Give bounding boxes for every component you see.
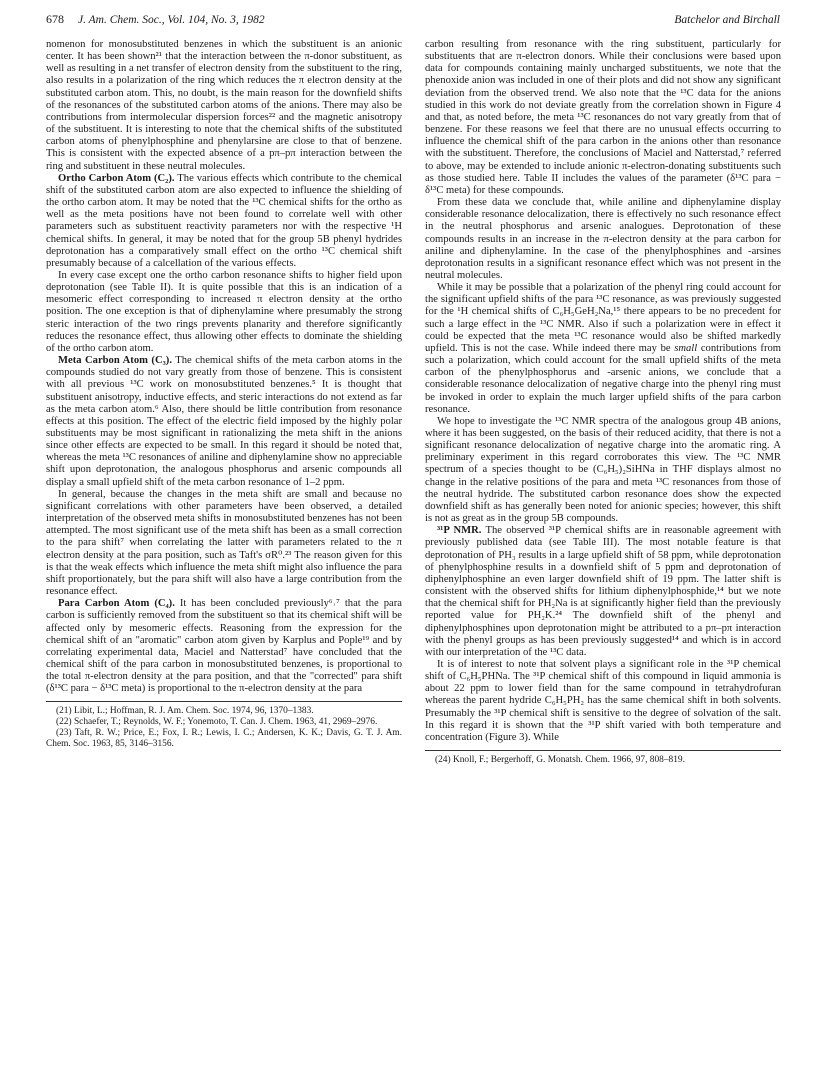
paragraph: From these data we conclude that, while aniline and diphenylamine display considerable resonance delocalization, there is effectively no such resonance effect in the neutral phosphorus and arsenic analogues. Deprotonation of these compounds results in an increase in the π-electron density at the para carbon for aniline and diphenylamine. In the case of the phenylphosphines and -arsines deprotonation results in a significant resonance effect which was not present in the neutral molecules. xyxy=(425,197,781,281)
paragraph-text: It has been concluded previously⁶˒⁷ that the para carbon is sufficiently removed from the substituent so that its chemical shift will be affected only by mesomeric effects. Reasoning from the expression for the chemical shift of an "aromatic" carbon atom given by Karplus and Pople¹⁹ and by correlating experimental data, Maciel and Natterstad⁷ have concluded that the chemical shift of the para carbon in monosubstituted benzenes, is proportional to the total π-electron density at the para position, and that the "corrected" para shift (δ¹³C para − δ¹³C meta) is proportional to the π-electron density at the para xyxy=(46,598,402,695)
left-column xyxy=(46,39,402,750)
right-column xyxy=(425,39,781,766)
paragraph-text: The observed ³¹P chemical shifts are in reasonable agreement with previously published data (see Table III). The most notable feature is that deprotonation of PH₃ results in a large upfield shift of 58 ppm, while deprotonation of phenylphosphine results in a downfield shift of 5 ppm and deprotonation of diphenylphosphine an even larger downfield shift of 19 ppm. The latter shift is consistent with the observed shifts for lithium diphenylphosphide,¹⁴ but we note that the chemical shift for PH₂Na is at significantly higher field than the previously reported value for PH₂K.²⁴ The downfield shift of the phenyl and diphenylphosphines upon deprotonation might be attributed to a pπ–pπ interaction with the phenyl groups as has been previously suggested¹⁴ and which is in accord with our interpretation of the ¹³C data. xyxy=(425,525,781,658)
paragraph-ortho xyxy=(46,173,402,270)
footnote: (24) Knoll, F.; Bergerhoff, G. Monatsh. Chem. 1966, 97, 808–819. xyxy=(435,755,685,766)
running-header xyxy=(46,12,780,34)
section-heading-ortho: Ortho Carbon Atom (C₂). xyxy=(58,172,175,184)
paragraph-text: contributions from such a polarization, which could account for the small upfield shifts of the meta carbon of the phenylphosphorus and -arsenic anions, we conclude that a considerable resonance delocalization of negative charge into the phenyl ring must be invoked in order to explain the much larger upfield shifts of the para carbon resonance. xyxy=(425,342,782,415)
paragraph-para xyxy=(46,598,402,695)
journal-citation: J. Am. Chem. Soc., Vol. 104, No. 3, 1982 xyxy=(78,14,265,26)
running-authors: Batchelor and Birchall xyxy=(674,14,780,26)
paragraph-text: While it may be possible that a polarization of the phenyl ring could account for the significant upfield shifts of the para ¹³C resonance, as was previously suggested for the ¹H chemical shifts of C₆H₅GeH₂Na,¹⁵ there appears to be no precedent for such a large effect in the ¹³C NMR. Also if such a polarization were in effect it could be expected that the meta ¹³C resonance would also be shifted markedly upfield. This is not the case. While indeed there may be xyxy=(425,282,781,354)
footnote-divider xyxy=(46,701,402,702)
paragraph: It is of interest to note that solvent plays a significant role in the ³¹P chemical shift of C₆H₅PHNa. The ³¹P chemical shift of this compound in liquid ammonia is about 22 ppm to lower field than for the same compound in tetrahydrofuran whereas the parent hydride C₆H₅PH₂ has the same chemical shift in both solvents. Presumably the ³¹P chemical shift is sensitive to the degree of solvation of the salt. In this regard it is shown that the ³¹P shift varied with both temperature and concentration (Figure 3). While xyxy=(425,658,781,743)
paragraph xyxy=(425,282,781,416)
paragraph-text: The chemical shifts of the meta carbon atoms in the compounds studied do not vary greatly from those of benzene. This is consistent with all previous ¹³C work on monosubstituted benzenes.⁵ It is thought that substituent anisotropy, inductive effects, and steric interactions do not extend as far as the meta carbon atom.⁶ Also, there should be little contribution from resonance effects at this position. The effect of the electric field imposed by the highly polar substituents may be most significant in rationalizing the meta shift in the anions since other effects are expected to be small. In this regard it should be noted that, whereas the meta ¹³C resonances of aniline and diphenylamine show no appreciable shift upon deprotonation, the analogous phosphorus and arsenic compounds all display a small upfield shift of the meta carbon resonance of 1–2 ppm. xyxy=(46,355,402,488)
section-heading-para: Para Carbon Atom (C₄). xyxy=(58,598,175,610)
footnote: (23) Taft, R. W.; Price, E.; Fox, I. R.; Lewis, I. C.; Andersen, K. K.; Davis, G. T. J. Am. Chem. Soc. 1963, 85, 3146–3156. xyxy=(46,728,402,750)
paragraph: carbon resulting from resonance with the ring substituent, particularly for substituents that are π-electron donors. While their conclusions were based upon data for compounds containing mainly uncharged substituents, we note that the phenoxide anion was included in one of their plots and did not show any significant deviation from the observed trend. We also note that the ¹³C data for the anions studied in this work do not deviate greatly from the correlation shown in Figure 4 and that, as noted before, the meta ¹³C resonances do not vary greatly from that of benzene. For these reasons we feel that there are no unusual effects occurring to influence the chemical shift of the para carbon in the anions other than resonance with the substituent. Therefore, the conclusions of Maciel and Natterstad,⁷ referred to above, may be extended to include anionic π-electron-donating substituents such as those studied here. Table II includes the values of the parameter (δ¹³C para − δ¹³C meta) for these compounds. xyxy=(425,39,781,196)
footnote: (22) Schaefer, T.; Reynolds, W. F.; Yonemoto, T. Can. J. Chem. 1963, 41, 2969–2976. xyxy=(56,717,378,728)
paragraph-31p xyxy=(425,525,781,659)
footnotes xyxy=(425,755,781,766)
footnote: (21) Libit, L.; Hoffman, R. J. Am. Chem. Soc. 1974, 96, 1370–1383. xyxy=(56,706,314,717)
footnotes xyxy=(46,706,402,750)
section-heading-meta: Meta Carbon Atom (C₃). xyxy=(58,355,172,367)
paragraph: In general, because the changes in the meta shift are small and because no significant correlations with other parameters have been observed, a detailed interpretation of the observed meta shifts in monosubstituted benzenes has not been attempted. The most significant use of the meta shift has been as a small correction to the para shift⁷ when correlating the latter with parameters related to the π electron density at the para position, such as Taft's σR⁰.²³ The reason given for this is that the weak effects which influence the meta shift might also influence the para shift proportionately, but the para shift will also have a large contribution from the resonance effect. xyxy=(46,488,402,598)
paragraph-text: The various effects which contribute to the chemical shift of the substituted carbon atom are also expected to influence the shielding of the ortho carbon atom. It may be noted that the ¹³C chemical shifts for the ortho as well as the meta positions have not been found to correlate well with other parameters such as substituent reactivity parameters nor with the respective ¹H chemical shifts. In general, it may be noted that for the group 5B phenyl hydrides deprotonation has a comparatively small effect on the ortho ¹³C chemical shift presumably because of a calcellation of the various effects. xyxy=(46,172,402,269)
section-heading-31p: ³¹P NMR. xyxy=(437,525,482,537)
paragraph-meta xyxy=(46,355,402,489)
emphasis: small xyxy=(674,342,698,354)
paragraph: nomenon for monosubstituted benzenes in which the substituent is an anionic center. It has been shown²¹ that the interaction between the π-donor substituent, as well as resulting in a net transfer of electron density from the substituent to the ring, also results in a polarization of the ring which reduces the π electron density at the substituted carbon atom. This, no doubt, is the main reason for the downfield shifts of the resonances of the substituted carbon atoms of the anions. There may also be contributions from intermolecular dispersion forces²² and the magnetic anisotropy of the substituent. It is interesting to note that the chemical shifts of the substituted carbon atoms of phenylphosphine and phenylarsine are close to that of benzene. This is consistent with the expected absence of a pπ–pπ interaction between the ring and substituent in these neutral molecules. xyxy=(46,39,402,172)
paragraph: We hope to investigate the ¹³C NMR spectra of the analogous group 4B anions, where it has been suggested, on the basis of their reduced acidity, that there is not a significant resonance delocalization of negative charge into the aromatic ring. A preliminary experiment in this regard corroborates this view. The ¹³C NMR spectrum of a species thought to be (C₆H₅)₂SiHNa in THF displays almost no change in the relative positions of the para and meta ¹³C resonances from those of the neutral hydride. The substituted carbon resonance does show the expected downfield shift as has generally been noted for anionic species; however, this shift is not as great as in the group 5B compounds. xyxy=(425,415,781,525)
page-number: 678 xyxy=(46,12,64,26)
footnote-divider xyxy=(425,750,781,751)
paragraph: In every case except one the ortho carbon resonance shifts to higher field upon deprotonation (see Table II). It is quite possible that this is an indication of a mesomeric effect corresponding to increased π electron density at the ortho position. The one exception is that of diphenylamine where presumably the strong steric interaction of the two rings prevents planarity and therefore significantly reduces the resonance effect, thus allowing other effects to dominate the shielding of the ortho carbon atom. xyxy=(46,269,402,354)
